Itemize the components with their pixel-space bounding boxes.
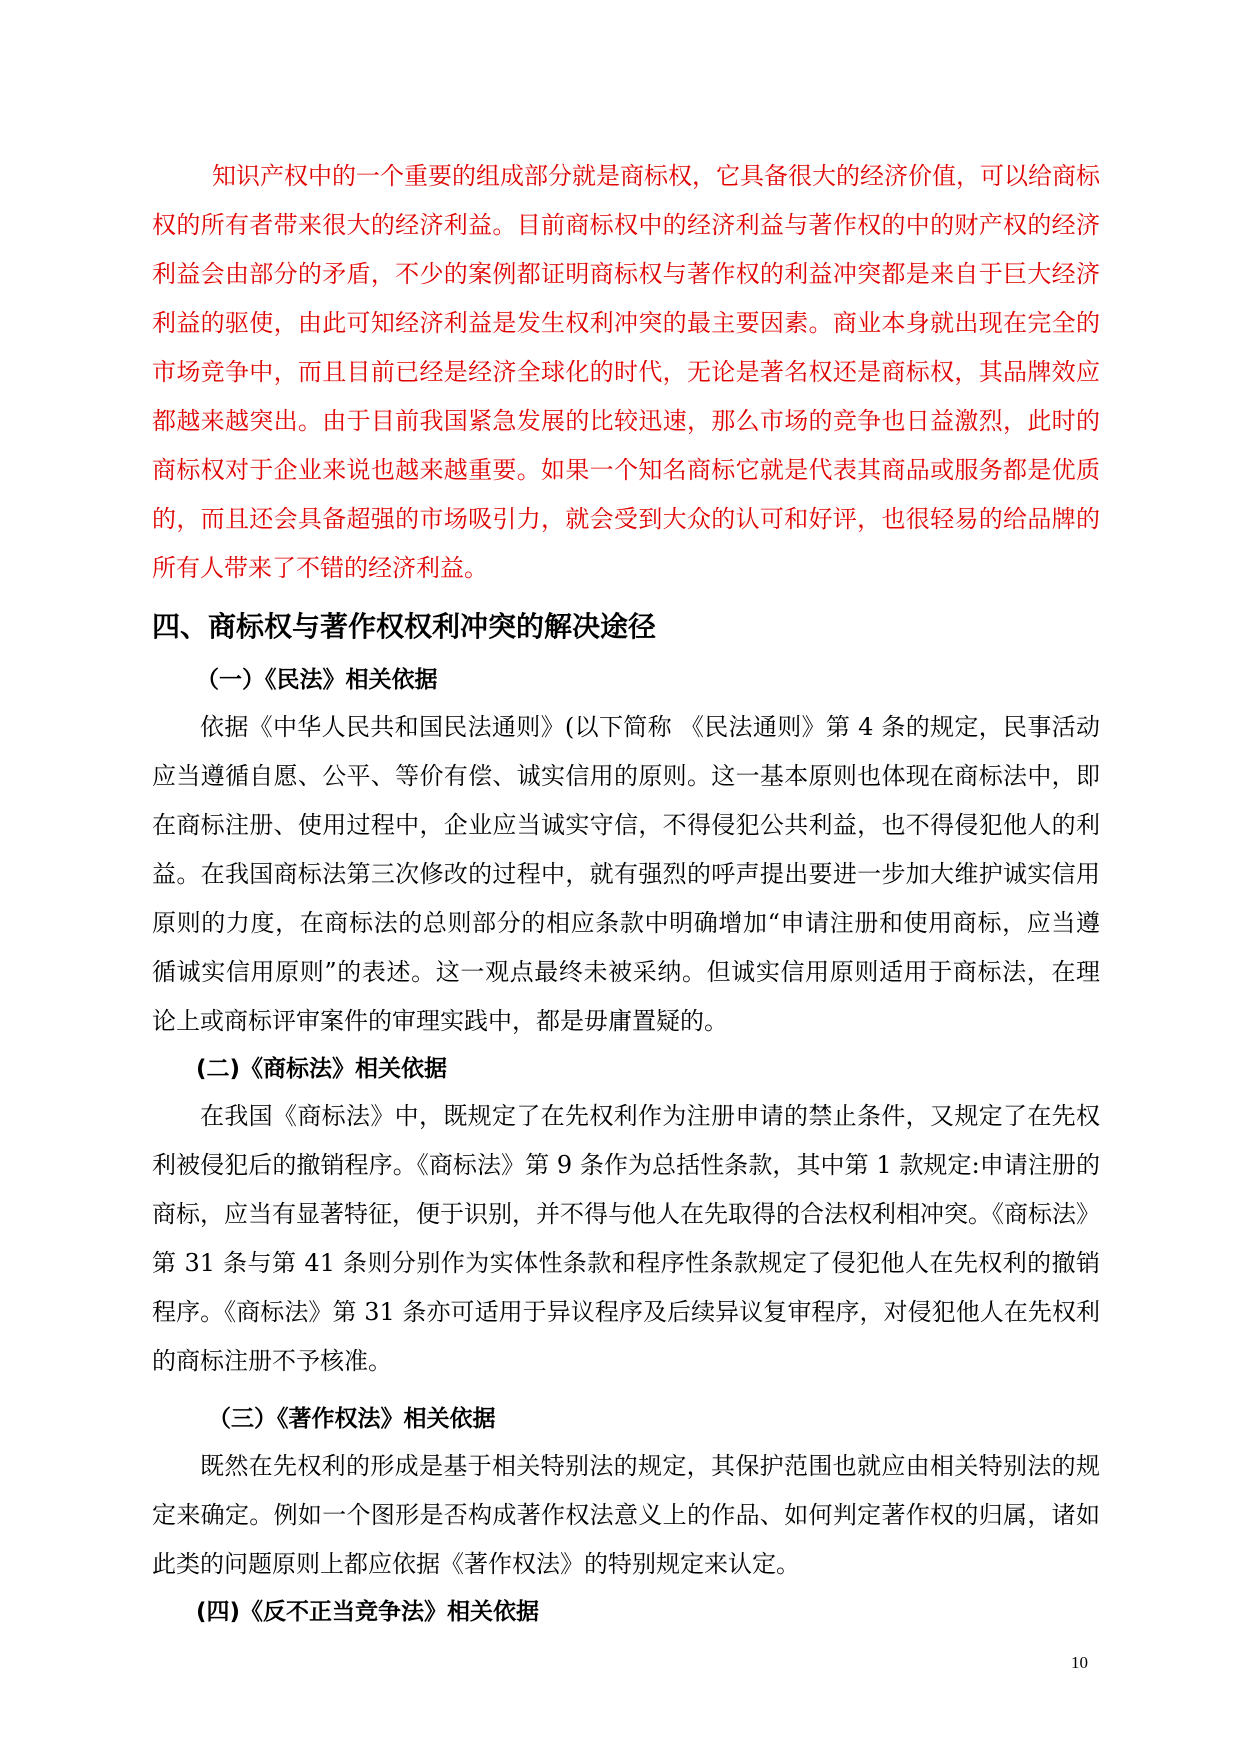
page-number: 10 <box>1071 1653 1088 1672</box>
subsection-3-heading: （三）《著作权法》相关依据 <box>208 1406 496 1432</box>
intro-paragraph: 知识产权中的一个重要的组成部分就是商标权，它具备很大的经济价值，可以给商标权的所有者带来很大的经济利益。目前商标权中的经济利益与著作权的中的财产权的经济利益会由部分的矛盾，不少的案例都证明商标权与著作权的利益冲突都是来自于巨大经济利益的驱使，由此可知经济利益是发生权利冲突的最主要因素。商业本身就出现在完全的市场竞争中，而且目前已经是经济全球化的时代，无论是著名权还是商标权，其品牌效应都越来越突出。由于目前我国紧急发展的比较迅速，那么市场的竞争也日益激烈，此时的商标权对于企业来说也越来越重要。如果一个知名商标它就是代表其商品或服务都是优质的，而且还会具备超强的市场吸引力，就会受到大众的认可和好评，也很轻易的给品牌的所有人带来了不错的经济利益。 <box>152 162 1100 582</box>
subsection-1-heading: （一）《民法》相关依据 <box>196 667 438 693</box>
subsection-1-paragraph: 依据《中华人民共和国民法通则》(以下简称 《民法通则》第 4 条的规定，民事活动应当遵循自愿、公平、等价有偿、诚实信用的原则。这一基本原则也体现在商标法中，即在商标注册、使用过程中，企业应当诚实守信，不得侵犯公共利益，也不得侵犯他人的利益。在我国商标法第三次修改的过程中，就有强烈的呼声提出要进一步加大维护诚实信用原则的力度，在商标法的总则部分的相应条款中明确增加“申请注册和使用商标，应当遵循诚实信用原则”的表述。这一观点最终未被采纳。但诚实信用原则适用于商标法，在理论上或商标评审案件的审理实践中，都是毋庸置疑的。 <box>152 713 1100 1035</box>
subsection-3-paragraph: 既然在先权利的形成是基于相关特别法的规定，其保护范围也就应由相关特别法的规定来确定。例如一个图形是否构成著作权法意义上的作品、如何判定著作权的归属，诸如此类的问题原则上都应依据《著作权法》的特别规定来认定。 <box>152 1452 1100 1578</box>
subsection-2-heading: (二)《商标法》相关依据 <box>196 1056 448 1082</box>
subsection-4-heading: (四)《反不正当竞争法》相关依据 <box>196 1599 540 1625</box>
subsection-2-paragraph: 在我国《商标法》中，既规定了在先权利作为注册申请的禁止条件，又规定了在先权利被侵犯后的撤销程序。《商标法》第 9 条作为总括性条款，其中第 1 款规定:申请注册的商标，应当有显著特征，便于识别，并不得与他人在先取得的合法权利相冲突。《商标法》第 31 条与第 41 条则分别作为实体性条款和程序性条款规定了侵犯他人在先权利的撤销程序。《商标法》第 31 条亦可适用于异议程序及后续异议复审程序，对侵犯他人在先权利的商标注册不予核准。 <box>152 1102 1100 1375</box>
page-content <box>152 152 1100 1635</box>
section-4-heading: 四、商标权与著作权权利冲突的解决途径 <box>152 610 657 643</box>
